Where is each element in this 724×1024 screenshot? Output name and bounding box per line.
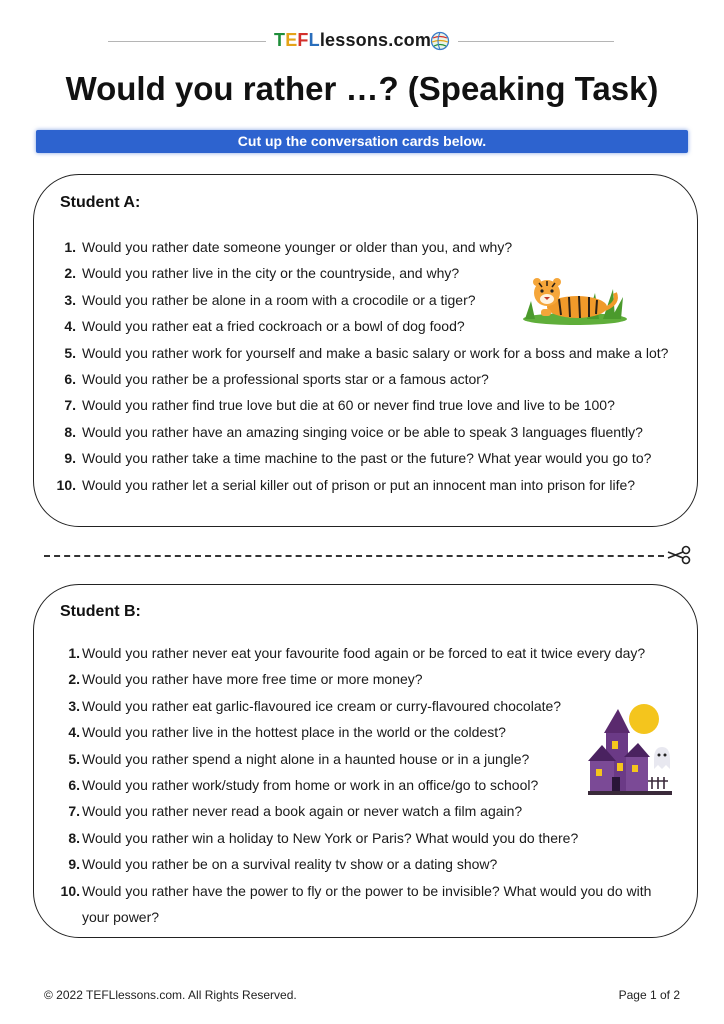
page-title: Would you rather …? (Speaking Task) <box>65 70 659 107</box>
logo-letter-e: E <box>285 30 298 50</box>
question-text: Would you rather have an amazing singing voice or be able to speak 3 languages fluently? <box>82 423 643 440</box>
question-number: 7. <box>64 397 76 414</box>
question-text: Would you rather never read a book again or never watch a film again? <box>82 803 523 820</box>
scissors-icon <box>666 545 692 565</box>
question-item <box>54 234 668 260</box>
question-text: Would you rather work/study from home or work in an office/go to school? <box>82 777 539 794</box>
question-item <box>54 851 662 877</box>
logo-letter-l: L <box>308 30 320 50</box>
question-number: 2. <box>68 671 80 688</box>
question-number: 1. <box>68 645 80 661</box>
question-number: 2. <box>64 265 76 282</box>
question-number: 3. <box>64 291 76 308</box>
question-number: 6. <box>68 777 80 794</box>
question-item <box>54 798 662 824</box>
question-text: Would you rather be on a survival reality tv show or a dating show? <box>82 856 498 873</box>
cut-line <box>44 555 664 557</box>
question-text: Would you rather have more free time or more money? <box>82 671 423 688</box>
question-item <box>54 772 662 798</box>
question-number: 8. <box>68 829 80 846</box>
question-text: Would you rather let a serial killer out of prison or put an innocent man into prison for life? <box>82 476 636 493</box>
question-text: Would you rather have the power to fly or the power to be invisible? What would you do with your power? <box>82 882 652 926</box>
student-a-card <box>33 174 698 527</box>
question-text: Would you rather eat a fried cockroach or a bowl of dog food? <box>82 318 465 335</box>
question-number: 9. <box>64 450 76 467</box>
question-number: 8. <box>64 423 76 440</box>
globe-icon <box>430 31 450 51</box>
question-item <box>54 445 668 471</box>
question-number: 10. <box>56 476 76 493</box>
question-number: 5. <box>68 750 80 767</box>
question-item <box>54 693 662 719</box>
question-text: Would you rather win a holiday to New York or Paris? What would you do there? <box>82 829 579 846</box>
question-number: 9. <box>68 856 80 873</box>
question-text: Would you rather live in the hottest place in the world or the coldest? <box>82 724 506 741</box>
tiger-illustration <box>517 263 629 327</box>
question-text: Would you rather eat garlic-flavoured ice cream or curry-flavoured chocolate? <box>82 697 562 714</box>
question-number: 4. <box>64 318 76 335</box>
question-text: Would you rather be a professional sports star or a famous actor? <box>82 371 489 388</box>
question-item <box>54 746 662 772</box>
logo-divider-right <box>458 41 614 42</box>
footer-copyright: © 2022 TEFLlessons.com. All Rights Reserved. <box>44 988 297 1002</box>
question-text: Would you rather find true love but die at 60 or never find true love and live to be 100? <box>82 397 615 414</box>
question-text: Would you rather spend a night alone in a haunted house or in a jungle? <box>82 750 530 767</box>
question-item <box>54 878 662 931</box>
question-item <box>54 640 662 666</box>
question-text: Would you rather work for yourself and make a basic salary or work for a boss and make a lot? <box>82 344 669 361</box>
question-item <box>54 719 662 745</box>
logo-letter-f: F <box>297 30 309 50</box>
logo-letter-t: T <box>274 30 286 50</box>
question-item <box>54 340 668 366</box>
footer-page-number: Page 1 of 2 <box>618 988 680 1002</box>
student-b-question-list <box>54 640 662 930</box>
logo-divider-left <box>108 41 266 42</box>
question-number: 1. <box>64 239 76 255</box>
question-item <box>54 419 668 445</box>
question-text: Would you rather live in the city or the countryside, and why? <box>82 265 460 282</box>
question-item <box>54 825 662 851</box>
question-number: 3. <box>68 697 80 714</box>
question-text: Would you rather date someone younger or older than you, and why? <box>82 239 513 255</box>
student-b-card <box>33 584 698 938</box>
logo-header <box>108 28 614 54</box>
question-number: 7. <box>68 803 80 820</box>
question-item <box>54 472 668 498</box>
haunted-house-illustration <box>584 703 676 799</box>
question-number: 5. <box>64 344 76 361</box>
question-number: 10. <box>60 882 80 899</box>
question-item <box>54 666 662 692</box>
question-number: 6. <box>64 371 76 388</box>
question-number: 4. <box>68 724 80 741</box>
question-item <box>54 392 668 418</box>
question-text: Would you rather take a time machine to the past or the future? What year would you go to? <box>82 450 652 467</box>
student-a-label: Student A: <box>60 194 141 211</box>
question-text: Would you rather never eat your favourite food again or be forced to eat it twice every day? <box>82 645 646 661</box>
instruction-banner: Cut up the conversation cards below. <box>36 130 688 153</box>
question-text: Would you rather be alone in a room with a crocodile or a tiger? <box>82 291 476 308</box>
question-item <box>54 366 668 392</box>
logo-text: lessons.com <box>319 30 432 50</box>
site-logo <box>274 30 431 51</box>
student-b-label: Student B: <box>60 603 141 620</box>
